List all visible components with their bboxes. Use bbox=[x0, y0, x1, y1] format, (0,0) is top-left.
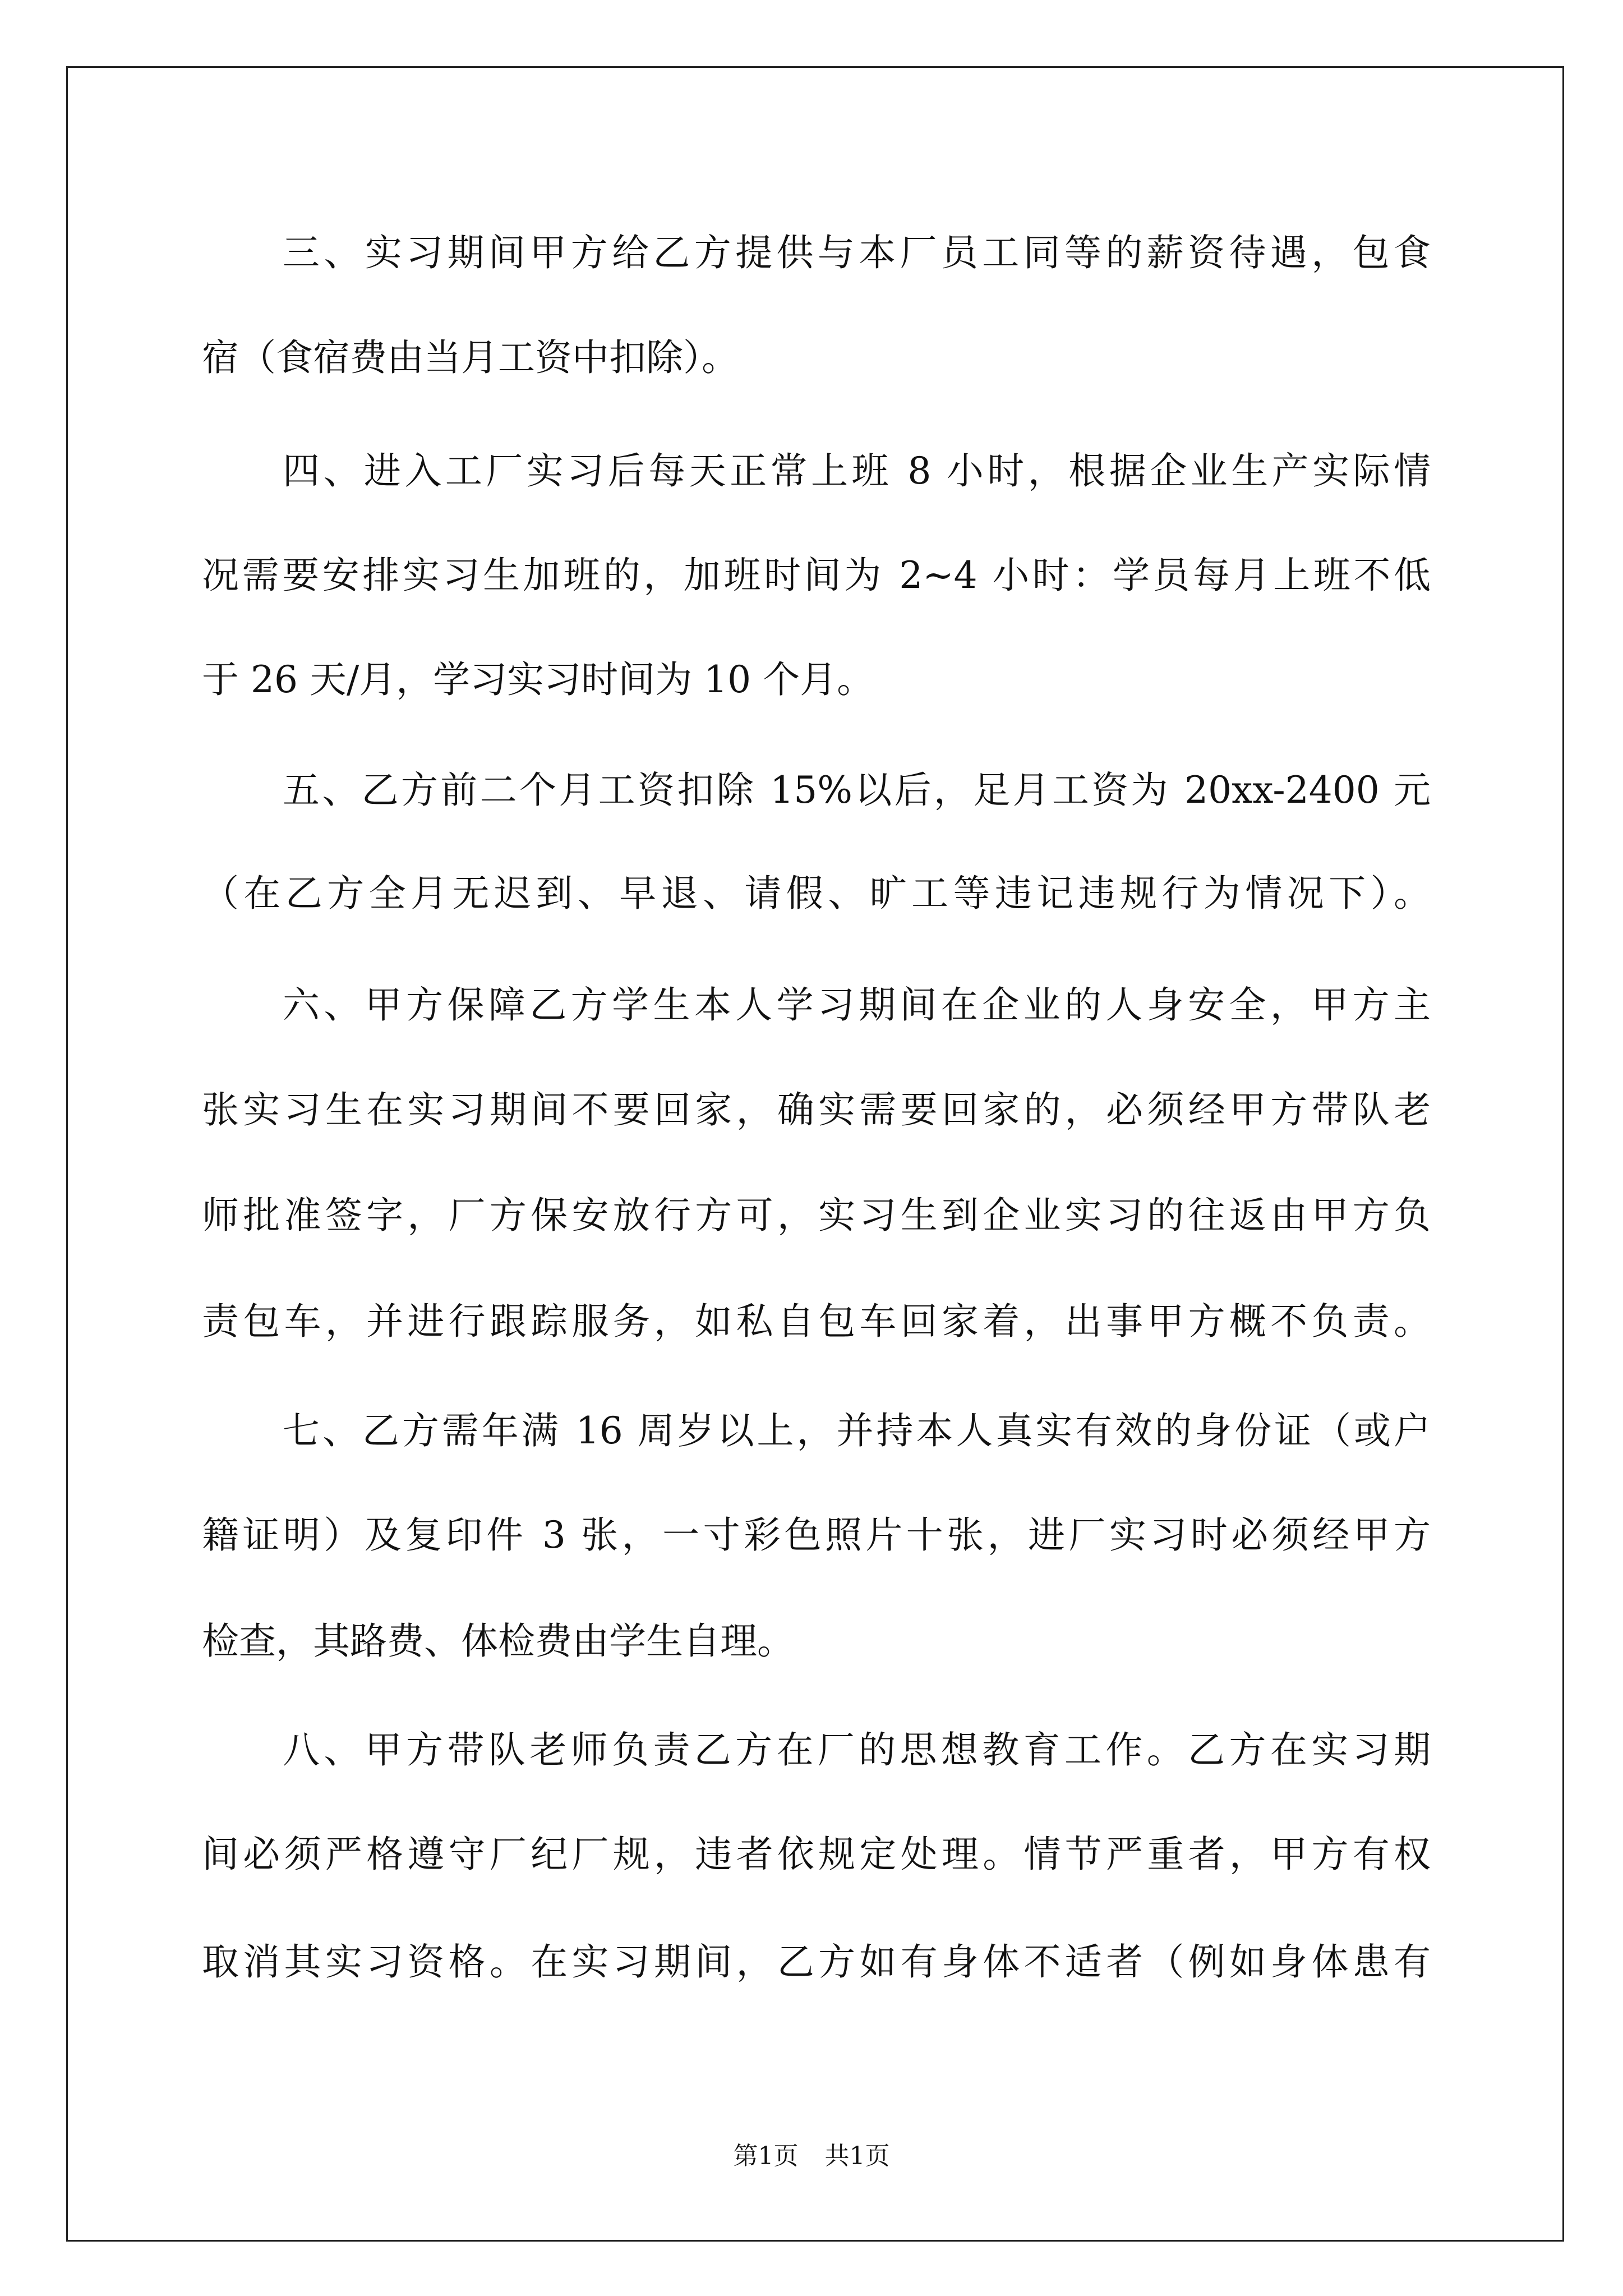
paragraph-line: 取消其实习资格。在实习期间，乙方如有身体不适者（例如身体患有 bbox=[202, 1940, 1431, 1984]
paragraph-line: 六、甲方保障乙方学生本人学习期间在企业的人身安全，甲方主 bbox=[283, 983, 1431, 1027]
paragraph-line: 张实习生在实习期间不要回家，确实需要回家的，必须经甲方带队老 bbox=[202, 1088, 1431, 1131]
paragraph-line: 宿（食宿费由当月工资中扣除）。 bbox=[202, 336, 739, 379]
paragraph-line: 八、甲方带队老师负责乙方在厂的思想教育工作。乙方在实习期 bbox=[283, 1728, 1431, 1772]
paragraph-line: 间必须严格遵守厂纪厂规，违者依规定处理。情节严重者，甲方有权 bbox=[202, 1833, 1431, 1876]
paragraph-line: （在乙方全月无迟到、早退、请假、旷工等违记违规行为情况下）。 bbox=[202, 872, 1431, 915]
paragraph-line: 七、乙方需年满 16 周岁以上，并持本人真实有效的身份证（或户 bbox=[283, 1409, 1431, 1452]
paragraph-line: 责包车，并进行跟踪服务，如私自包车回家着，出事甲方概不负责。 bbox=[202, 1300, 1431, 1343]
page-footer bbox=[0, 2139, 1623, 2173]
paragraph-line: 籍证明）及复印件 3 张，一寸彩色照片十张，进厂实习时必须经甲方 bbox=[202, 1513, 1431, 1557]
paragraph-line: 四、进入工厂实习后每天正常上班 8 小时，根据企业生产实际情 bbox=[283, 449, 1431, 493]
paragraph-line: 师批准签字，厂方保安放行方可，实习生到企业实习的往返由甲方负 bbox=[202, 1194, 1431, 1237]
page-number: 第1页 bbox=[733, 2142, 799, 2170]
paragraph-line: 五、乙方前二个月工资扣除 15%以后，足月工资为 20xx-2400 元 bbox=[283, 769, 1431, 812]
paragraph-line: 检查，其路费、体检费由学生自理。 bbox=[202, 1619, 794, 1663]
page-total: 共1页 bbox=[824, 2142, 890, 2170]
paragraph-line: 况需要安排实习生加班的，加班时间为 2~4 小时：学员每月上班不低 bbox=[202, 554, 1431, 597]
paragraph-line: 于 26 天/月，学习实习时间为 10 个月。 bbox=[202, 658, 874, 701]
page-border bbox=[66, 66, 1564, 2242]
paragraph-line: 三、实习期间甲方给乙方提供与本厂员工同等的薪资待遇，包食 bbox=[283, 231, 1431, 274]
